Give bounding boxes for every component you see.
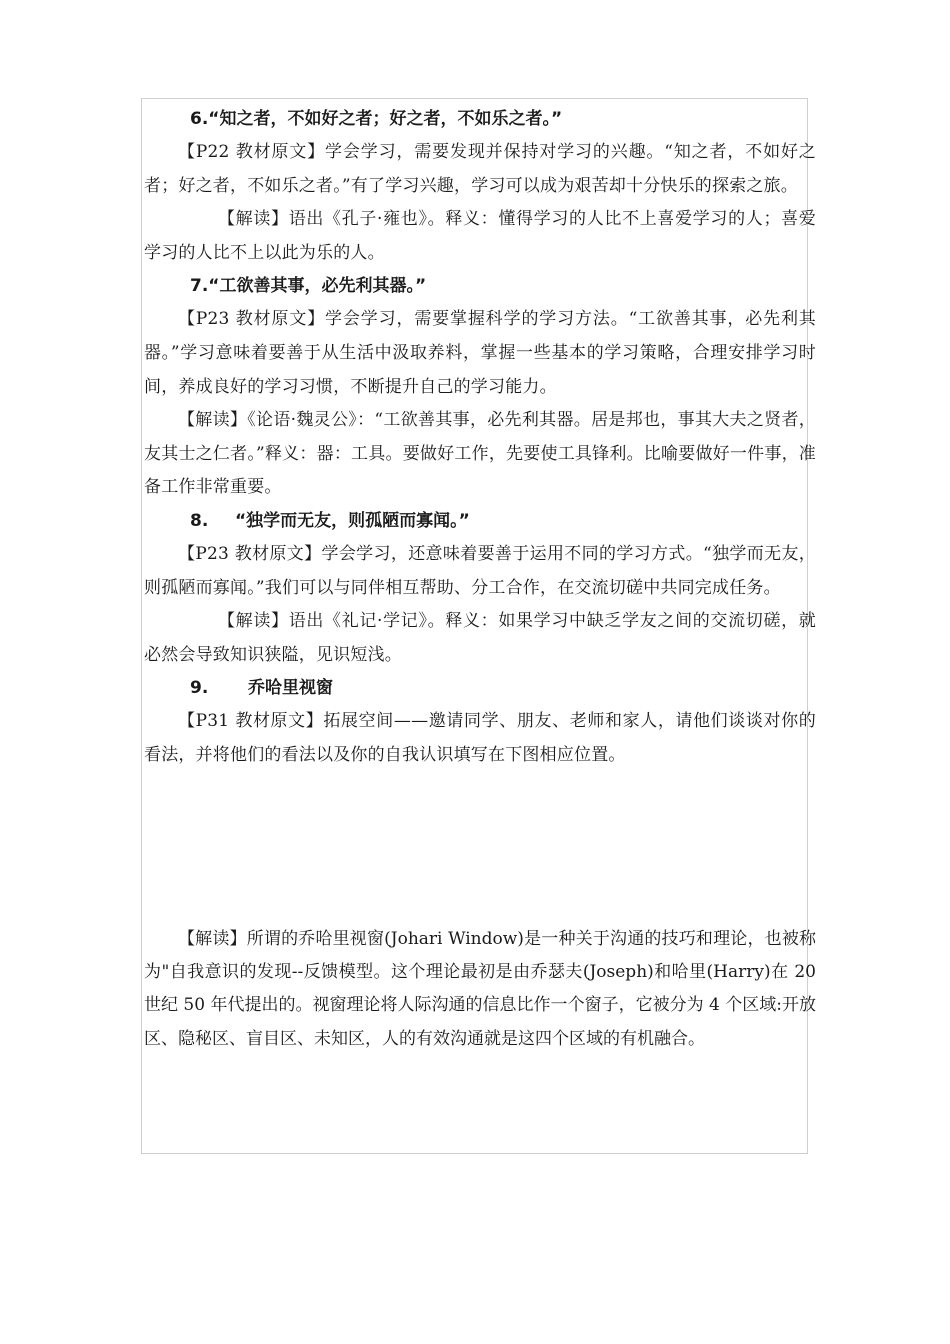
section-number: 7. [190, 276, 209, 297]
section-number: 9. [190, 678, 209, 699]
section-heading-6 [144, 103, 816, 136]
interpretation-paragraph: 【解读】语出《礼记·学记》。释义：如果学习中缺乏学友之间的交流切磋，就必然会导致知识狭隘，见识短浅。 [144, 611, 816, 665]
interpretation-paragraph: 【解读】语出《孔子·雍也》。释义：懂得学习的人比不上喜爱学习的人；喜爱学习的人比不上以此为乐的人。 [144, 209, 816, 263]
section-heading-8 [144, 505, 816, 538]
section-heading-7 [144, 270, 816, 303]
section-title: “独学而无友，则孤陋而寡闻。” [235, 510, 470, 531]
section-title: 乔哈里视窗 [248, 678, 333, 699]
document-body [144, 103, 816, 1056]
section-heading-9 [144, 672, 816, 705]
figure-blank-space [144, 773, 816, 923]
textbook-original-paragraph: 【P31 教材原文】拓展空间——邀请同学、朋友、老师和家人，请他们谈谈对你的看法，并将他们的看法以及你的自我认识填写在下图相应位置。 [144, 711, 816, 765]
section-number: 8. [190, 510, 209, 531]
textbook-original-paragraph: 【P23 教材原文】学会学习，需要掌握科学的学习方法。“工欲善其事，必先利其器。”学习意味着要善于从生活中汲取养料，掌握一些基本的学习策略，合理安排学习时间，养成良好的学习习惯，不断提升自己的学习能力。 [144, 309, 816, 397]
section-title: “工欲善其事，必先利其器。” [208, 276, 427, 297]
section-title: “知之者，不如好之者；好之者，不如乐之者。” [208, 109, 563, 129]
interpretation-paragraph: 【解读】《论语·魏灵公》：“工欲善其事，必先利其器。居是邦也，事其大夫之贤者，友其士之仁者。”释义：器：工具。要做好工作，先要使工具锋利。比喻要做好一件事，准备工作非常重要。 [144, 410, 816, 498]
textbook-original-paragraph: 【P22 教材原文】学会学习，需要发现并保持对学习的兴趣。“知之者，不如好之者；好之者，不如乐之者。”有了学习兴趣，学习可以成为艰苦却十分快乐的探索之旅。 [144, 142, 816, 196]
interpretation-paragraph: 【解读】所谓的乔哈里视窗(Johari Window)是一种关于沟通的技巧和理论，也被称为"自我意识的发现--反馈模型。这个理论最初是由乔瑟夫(Joseph)和哈里(Harry)在 20 世纪 50 年代提出的。视窗理论将人际沟通的信息比作一个窗子，它被分为 4 个区域:开放区、隐秘区、盲目区、未知区，人的有效沟通就是这四个区域的有机融合。 [144, 928, 816, 1049]
textbook-original-paragraph: 【P23 教材原文】学会学习，还意味着要善于运用不同的学习方式。“独学而无友，则孤陋而寡闻。”我们可以与同伴相互帮助、分工合作，在交流切磋中共同完成任务。 [144, 543, 816, 598]
section-number: 6. [190, 109, 209, 129]
